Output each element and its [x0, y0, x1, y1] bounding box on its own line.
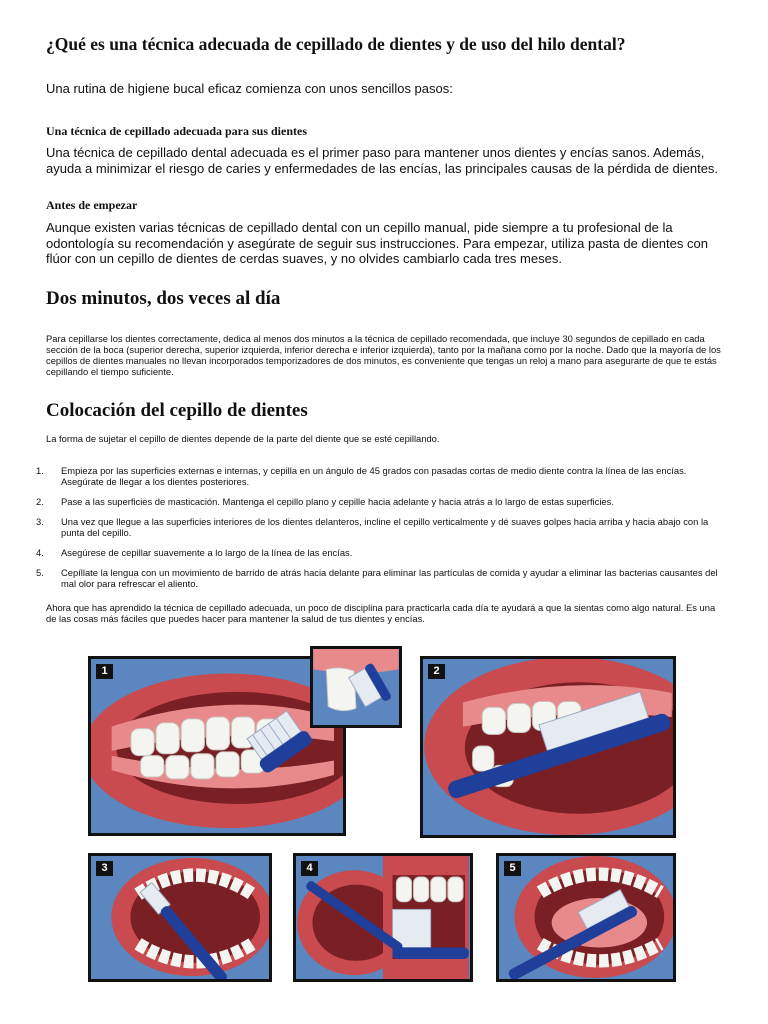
step-text: Asegúrese de cepillar suavemente a lo largo de la línea de las encías.	[61, 547, 353, 558]
step-badge: 4	[301, 861, 318, 876]
step-number: 1.	[36, 465, 44, 476]
illustration-panel-4	[293, 853, 473, 982]
illustration-panel-5	[496, 853, 676, 982]
list-item	[36, 496, 726, 507]
page-title: ¿Qué es una técnica adecuada de cepillado de dientes y de uso del hilo dental?	[46, 34, 626, 54]
chewing-surface-brushing-illustration	[423, 659, 673, 835]
step-number: 3.	[36, 516, 44, 527]
placement-intro: La forma de sujetar el cepillo de dientes depende de la parte del diente que se esté cepillando.	[46, 433, 440, 444]
brush-angle-detail-illustration	[313, 649, 399, 725]
tongue-brushing-illustration	[499, 856, 673, 979]
gumline-brushing-illustration	[296, 856, 470, 979]
section-heading-placement: Colocación del cepillo de dientes	[46, 400, 308, 421]
mouth-side-brushing-illustration	[91, 659, 343, 833]
section-heading-two-minutes: Dos minutos, dos veces al día	[46, 288, 281, 309]
list-item	[36, 465, 726, 487]
steps-list	[36, 465, 726, 598]
step-badge: 1	[96, 664, 113, 679]
step-text: Pase a las superficies de masticación. Mantenga el cepillo plano y cepille hacia adelante y hacia atrás a lo largo de estas superficies.	[61, 496, 614, 507]
illustration-panel-3	[88, 853, 272, 982]
illustration-panel-1	[88, 656, 346, 836]
list-item	[36, 547, 726, 558]
section-heading-before: Antes de empezar	[46, 198, 138, 212]
step-number: 4.	[36, 547, 44, 558]
before-paragraph: Aunque existen varias técnicas de cepillado dental con un cepillo manual, pide siempre a tu profesional de la odontología su recomendación y asegúrate de seguir sus instrucciones. Para empezar, utiliza pasta de dientes con flúor con un cepillo de dientes de cerdas suaves, y no olvides cambiarlo cada tres meses.	[46, 220, 708, 266]
step-text: Cepíllate la lengua con un movimiento de barrido de atrás hacia delante para eliminar las partículas de comida y ayudar a eliminar las bacterias causantes del mal olor para refrescar el aliento.	[61, 567, 718, 589]
step-number: 5.	[36, 567, 44, 578]
illustration-inset-panel	[310, 646, 402, 728]
step-badge: 3	[96, 861, 113, 876]
inner-front-teeth-brushing-illustration	[91, 856, 269, 979]
step-text: Empieza por las superficies externas e internas, y cepilla en un ángulo de 45 grados con pasadas cortas de medio diente contra la línea de las encías. Asegúrate de llegar a los dientes posteriores.	[61, 465, 687, 487]
two-minutes-paragraph: Para cepillarse los dientes correctamente, dedica al menos dos minutos a la técnica de cepillado recomendada, que incluye 30 segundos de cepillado en cada sección de la boca (superior derecha, superior izquierda, inferior derecha e inferior izquierda), tanto por la mañana como por la noche. Dado que la mayoría de los cepillos de dientes manuales no llevan incorporados temporizadores de dos minutos, es conveniente que tengas un reloj a mano para asegurarte de que te estás cepillando el tiempo suficiente.	[46, 333, 721, 377]
list-item	[36, 567, 726, 589]
section-heading-technique: Una técnica de cepillado adecuada para sus dientes	[46, 124, 308, 138]
step-badge: 2	[428, 664, 445, 679]
step-text: Una vez que llegue a las superficies interiores de los dientes delanteros, incline el cepillo verticalmente y dé suaves golpes hacia arriba y hacia abajo con la punta del cepillo.	[61, 516, 709, 538]
list-item	[36, 516, 726, 538]
closing-paragraph: Ahora que has aprendido la técnica de cepillado adecuada, un poco de disciplina para practicarla cada día te ayudará a que la sientas como algo natural. Es una de las cosas más fáciles que puedes hacer para mantener la salud de tus dientes y encías.	[46, 602, 716, 624]
step-number: 2.	[36, 496, 44, 507]
intro-paragraph: Una rutina de higiene bucal eficaz comienza con unos sencillos pasos:	[46, 81, 453, 96]
technique-paragraph: Una técnica de cepillado dental adecuada es el primer paso para mantener unos dientes y encías sanos. Además, ayuda a minimizar el riesgo de caries y enfermedades de las encías, las principales causas de la pérdida de dientes.	[46, 145, 719, 176]
illustration-panel-2	[420, 656, 676, 838]
step-badge: 5	[504, 861, 521, 876]
